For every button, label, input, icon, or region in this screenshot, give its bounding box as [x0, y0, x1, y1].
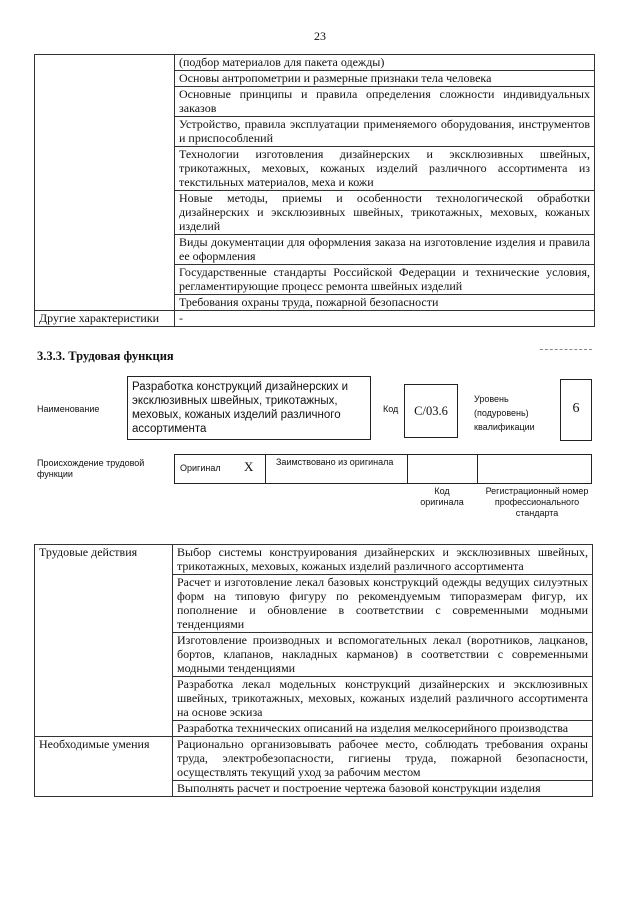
table-row	[35, 545, 593, 575]
code-label: Код	[383, 404, 399, 414]
code-caption: Код оригинала	[420, 486, 464, 507]
name-value-box	[127, 376, 371, 440]
table-row	[35, 311, 595, 327]
action-item: Расчет и изготовление лекал базовых конструкций одежды ведущих силуэтных форм на типовую фигуру по рекомендуемым типоразмерам фигур, их пополнение и обновление в соответствии с современными модными тенденциями	[173, 575, 593, 633]
skill-item: Рационально организовывать рабочее место, соблюдать требования охраны труда, электробезопасности, гигиены труда, пожарной безопасности, осуществлять текущий уход за рабочим местом	[173, 737, 593, 781]
level-value: 6	[560, 379, 592, 441]
name-value: Разработка конструкций дизайнерских и эксклюзивных швейных, трикотажных, меховых, кожаных изделий различного ассортимента	[132, 381, 349, 435]
knowledge-item: Требования охраны труда, пожарной безопасности	[175, 295, 595, 311]
skills-label: Необходимые умения	[35, 737, 173, 797]
name-label: Наименование	[37, 404, 100, 414]
action-item: Выбор системы конструирования дизайнерских и эксклюзивных швейных, трикотажных, меховых, кожаных изделий различного ассортимента	[173, 545, 593, 575]
knowledge-item: Виды документации для оформления заказа на изготовление изделия и правила ее оформления	[175, 235, 595, 265]
actions-label: Трудовые действия	[35, 545, 173, 737]
origin-divider	[265, 454, 266, 484]
knowledge-item: Технологии изготовления дизайнерских и эксклюзивных швейных, трикотажных, меховых, кожаных изделий различного ассортимента из текстильных материалов, меха и кожи	[175, 147, 595, 191]
knowledge-item: Новые методы, приемы и особенности технологической обработки дизайнерских и эксклюзивных швейных, трикотажных, меховых, кожаных изделий	[175, 191, 595, 235]
reg-caption: Регистрационный номер профессионального стандарта	[485, 486, 589, 518]
skill-item: Выполнять расчет и построение чертежа базовой конструкции изделия	[173, 781, 593, 797]
actions-table	[34, 544, 593, 797]
knowledge-item: Основные принципы и правила определения сложности индивидуальных заказов	[175, 87, 595, 117]
origin-divider	[407, 454, 408, 484]
page-number: 23	[314, 29, 326, 43]
borrowed-label: Заимствовано из оригинала	[276, 457, 394, 467]
section-heading: 3.3.3. Трудовая функция	[37, 349, 174, 363]
action-item: Разработка лекал модельных конструкций дизайнерских и эксклюзивных швейных, трикотажных, меховых, кожаных изделий различного ассортимента на основе эскиза	[173, 677, 593, 721]
other-characteristics-label: Другие характеристики	[35, 311, 175, 327]
original-label: Оригинал	[180, 463, 221, 473]
action-item: Разработка технических описаний на изделия мелкосерийного производства	[173, 721, 593, 737]
origin-label: Происхождение трудовой функции	[37, 458, 145, 479]
code-value: С/03.6	[404, 384, 458, 438]
action-item: Изготовление производных и вспомогательных лекал (воротников, лацканов, бортов, клапанов, накладных карманов) в соответствии с современными модными тенденциями	[173, 633, 593, 677]
level-label: Уровень (подуровень) квалификации	[474, 394, 535, 432]
table-row	[35, 55, 595, 71]
knowledge-item: Государственные стандарты Российской Федерации и технические условия, регламентирующие процесс ремонта швейных изделий	[175, 265, 595, 295]
dashed-mark	[540, 349, 592, 350]
original-mark: X	[244, 459, 254, 474]
knowledge-item: (подбор материалов для пакета одежды)	[175, 55, 595, 71]
table-row	[35, 737, 593, 781]
knowledge-label-cell	[35, 55, 175, 311]
other-characteristics-value: -	[175, 311, 595, 327]
knowledge-item: Основы антропометрии и размерные признаки тела человека	[175, 71, 595, 87]
knowledge-table	[34, 54, 595, 327]
knowledge-item: Устройство, правила эксплуатации применяемого оборудования, инструментов и приспособлений	[175, 117, 595, 147]
origin-divider	[477, 454, 478, 484]
